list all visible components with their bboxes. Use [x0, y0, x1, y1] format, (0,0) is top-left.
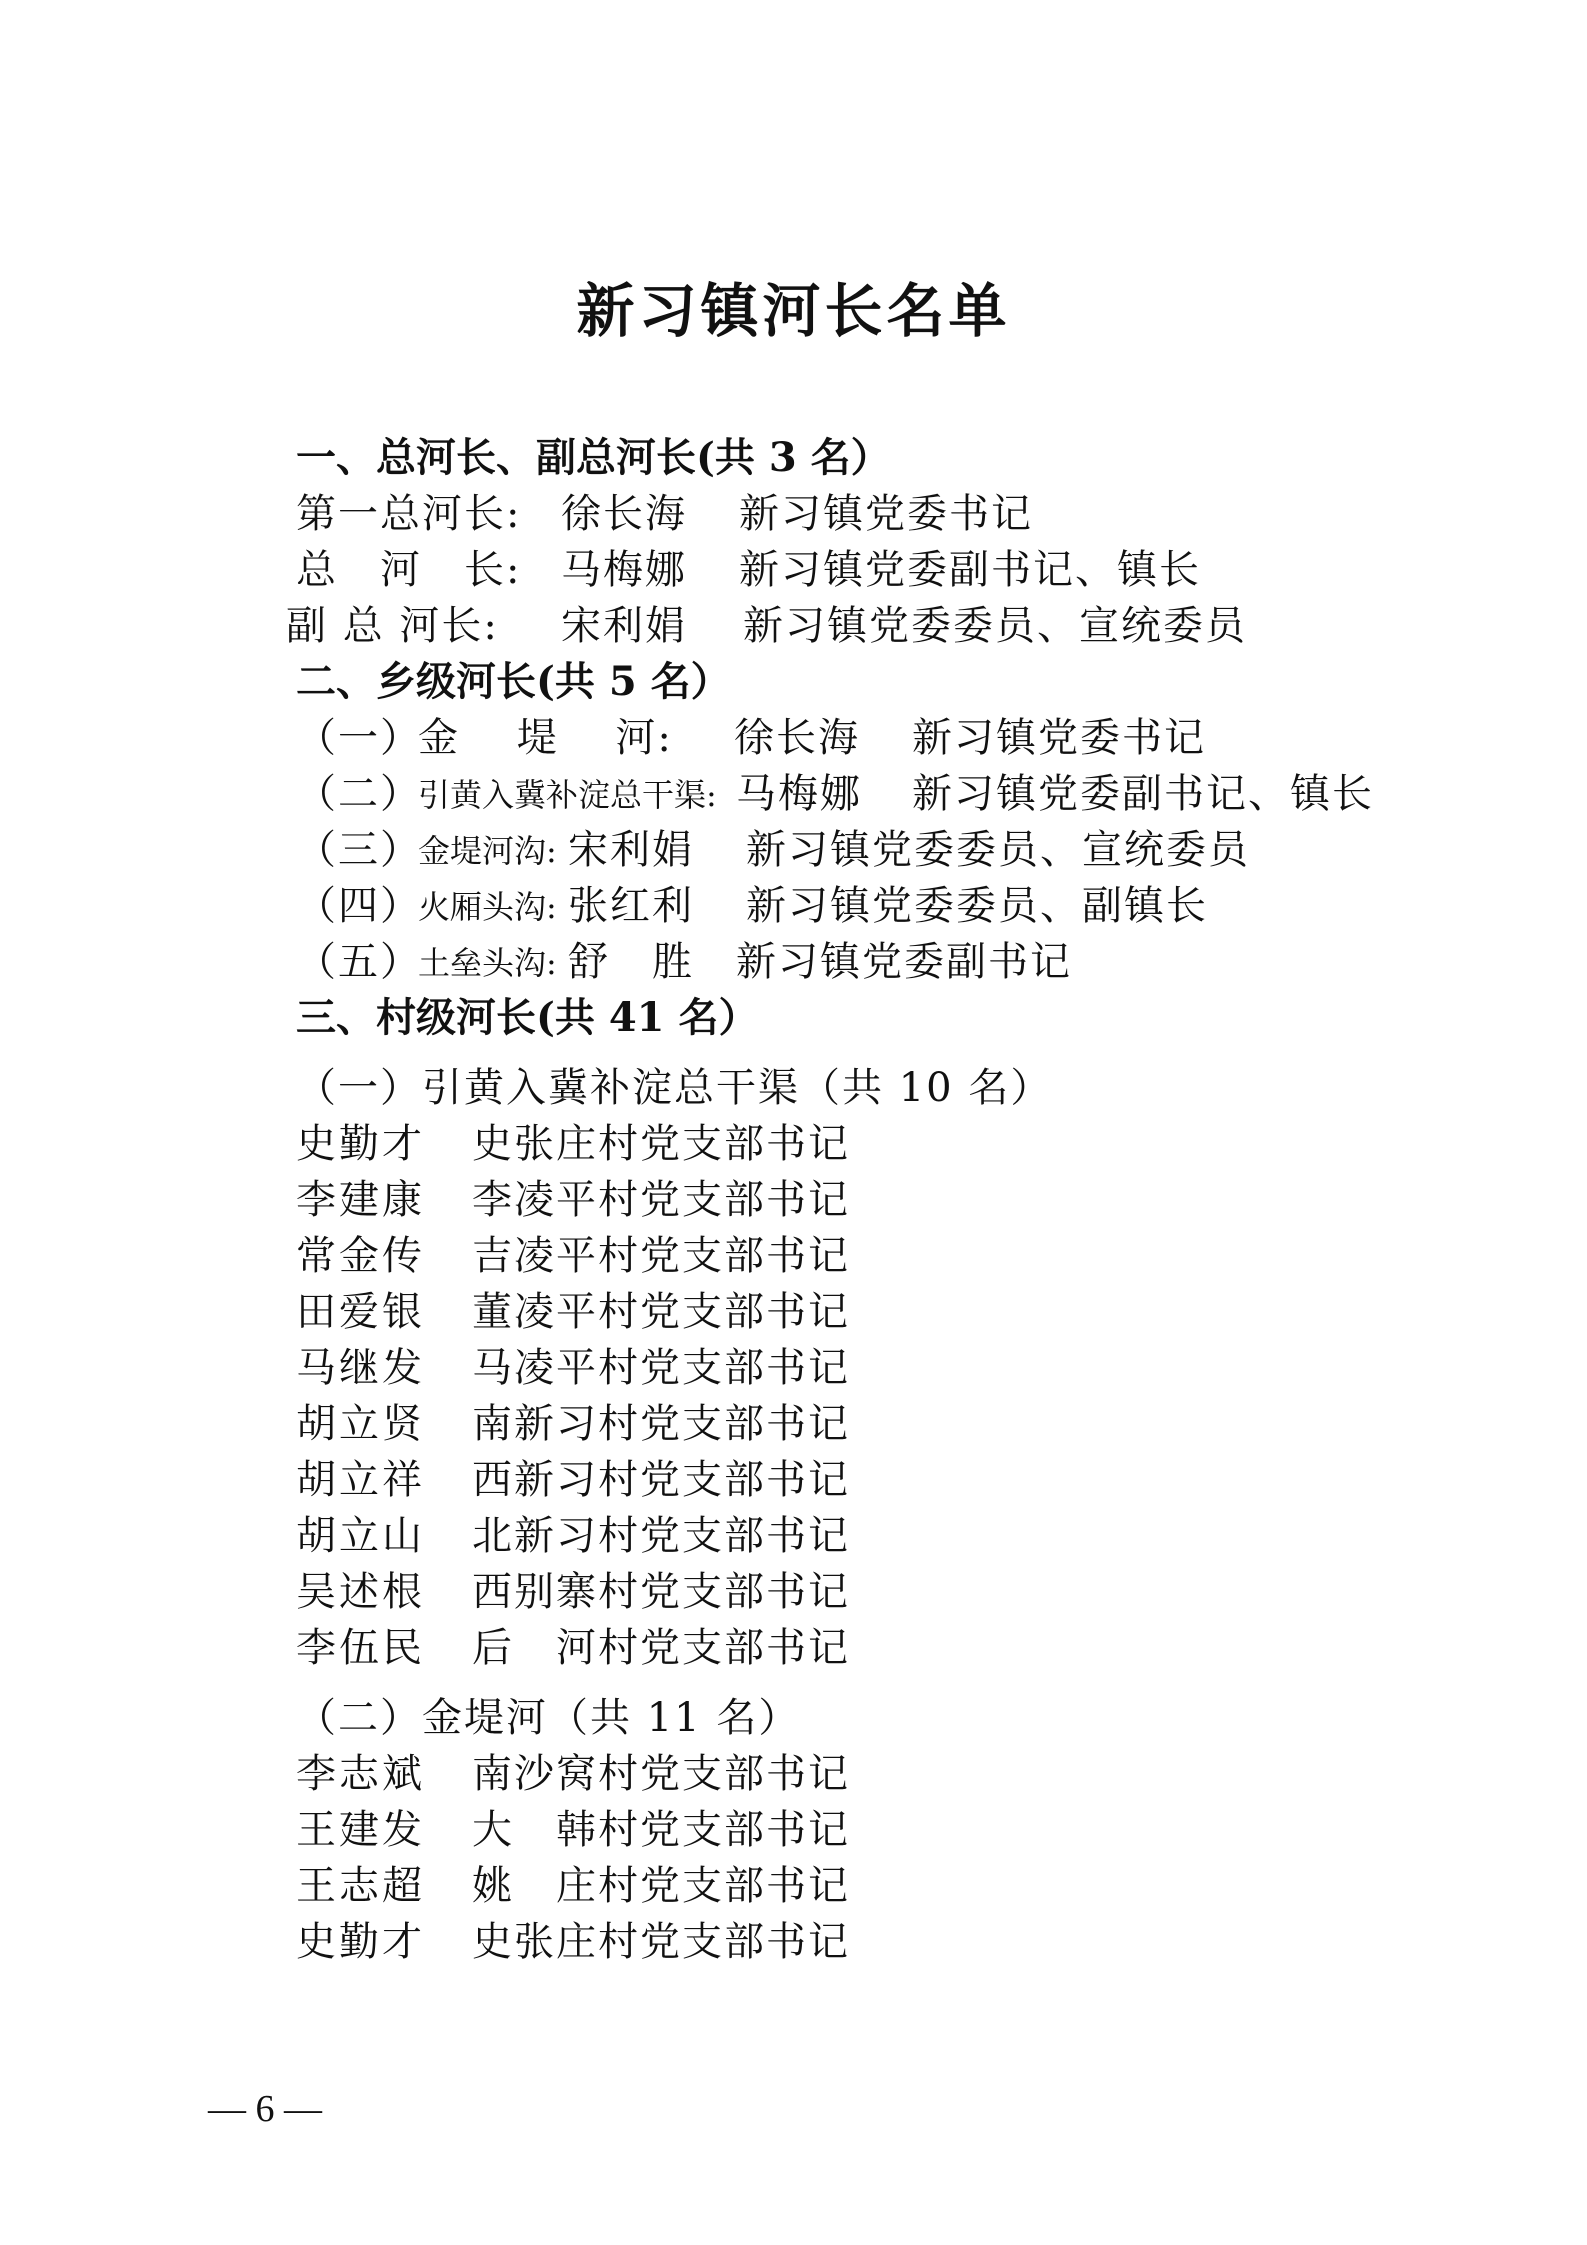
person-name: 徐长海 [561, 491, 687, 537]
person-name: 舒 胜 [568, 939, 694, 985]
person-duty: 新习镇党委副书记 [736, 939, 1072, 985]
person-name: 马梅娜 [561, 547, 687, 593]
person-name: 宋利娟 [561, 603, 687, 649]
role-label: 总 河 长: [296, 547, 522, 593]
village-duty: 西别寨村党支部书记 [472, 1569, 850, 1615]
village-duty: 大 韩村党支部书记 [472, 1807, 850, 1853]
village-duty: 南新习村党支部书记 [472, 1401, 850, 1447]
village-duty: 史张庄村党支部书记 [472, 1121, 850, 1167]
village-row [296, 1858, 1456, 1914]
person-name: 田爱银 [296, 1289, 425, 1335]
village-duty: 马凌平村党支部书记 [472, 1345, 850, 1391]
village-row [296, 1452, 1456, 1508]
person-name: 胡立祥 [296, 1457, 425, 1503]
river-name-wrap [418, 877, 568, 935]
river-name: 金堤河沟: [418, 832, 557, 870]
river-name-wrap [418, 765, 736, 823]
village-row [296, 1340, 1456, 1396]
village-row [296, 1228, 1456, 1284]
village-row [296, 1802, 1456, 1858]
person-name: 胡立山 [296, 1513, 425, 1559]
person-name: 王志超 [296, 1863, 425, 1909]
person-duty: 新习镇党委委员、副镇长 [746, 883, 1208, 929]
person-name: 李志斌 [296, 1751, 425, 1797]
river-row [296, 822, 1456, 878]
chief-row [286, 598, 1456, 654]
river-name: 土垒头沟: [418, 944, 557, 982]
person-name: 张红利 [568, 883, 694, 929]
person-name: 马继发 [296, 1345, 425, 1391]
person-name: 马梅娜 [736, 771, 862, 817]
person-name: 常金传 [296, 1233, 425, 1279]
village-row [296, 1564, 1456, 1620]
river-name-wrap [418, 933, 568, 991]
village-duty: 董凌平村党支部书记 [472, 1289, 850, 1335]
role-label: 副 总 河长: [286, 603, 499, 649]
group-title: （一）引黄入冀补淀总干渠（共 10 名） [296, 1065, 1053, 1111]
person-duty: 新习镇党委书记 [739, 491, 1033, 537]
person-name: 宋利娟 [568, 827, 694, 873]
village-row [296, 1620, 1456, 1676]
group-title: （二）金堤河（共 11 名） [296, 1695, 801, 1741]
river-row [296, 934, 1456, 990]
river-row [296, 878, 1456, 934]
person-name: 王建发 [296, 1807, 425, 1853]
river-row [296, 766, 1456, 822]
chief-row [296, 542, 1456, 598]
person-name: 李伍民 [296, 1625, 425, 1671]
person-duty: 新习镇党委委员、宣统委员 [743, 603, 1247, 649]
river-row [296, 710, 1456, 766]
river-chief-list [286, 430, 1456, 1970]
page-number: — 6 — [208, 2088, 322, 2130]
river-name: 火厢头沟: [418, 888, 557, 926]
village-duty: 西新习村党支部书记 [472, 1457, 850, 1503]
village-duty: 李凌平村党支部书记 [472, 1177, 850, 1223]
person-name: 徐长海 [734, 715, 860, 761]
village-row [296, 1172, 1456, 1228]
river-name: 引黄入冀补淀总干渠: [418, 776, 717, 814]
village-row [296, 1116, 1456, 1172]
river-name: 金 堤 河: [418, 715, 673, 761]
river-number: （二） [296, 771, 422, 817]
village-duty: 吉凌平村党支部书记 [472, 1233, 850, 1279]
village-row [296, 1284, 1456, 1340]
river-number: （三） [296, 827, 422, 873]
village-duty: 后 河村党支部书记 [472, 1625, 850, 1671]
role-label: 第一总河长: [296, 491, 522, 537]
person-name: 胡立贤 [296, 1401, 425, 1447]
section-heading-township-chiefs: 二、乡级河长(共 5 名） [296, 658, 731, 705]
person-name: 吴述根 [296, 1569, 425, 1615]
river-number: （四） [296, 883, 422, 929]
village-row [296, 1746, 1456, 1802]
village-duty: 北新习村党支部书记 [472, 1513, 850, 1559]
person-name: 李建康 [296, 1177, 425, 1223]
person-duty: 新习镇党委书记 [912, 715, 1206, 761]
river-number: （一） [296, 715, 422, 761]
village-duty: 史张庄村党支部书记 [472, 1919, 850, 1965]
river-name-wrap [418, 821, 568, 879]
village-row [296, 1914, 1456, 1970]
person-duty: 新习镇党委副书记、镇长 [912, 771, 1374, 817]
person-name: 史勤才 [296, 1919, 425, 1965]
person-duty: 新习镇党委委员、宣统委员 [746, 827, 1250, 873]
river-number: （五） [296, 939, 422, 985]
person-name: 史勤才 [296, 1121, 425, 1167]
village-duty: 南沙窝村党支部书记 [472, 1751, 850, 1797]
section-heading-county-chiefs: 一、总河长、副总河长(共 3 名） [296, 434, 891, 481]
village-row [296, 1396, 1456, 1452]
village-duty: 姚 庄村党支部书记 [472, 1863, 850, 1909]
person-duty: 新习镇党委副书记、镇长 [739, 547, 1201, 593]
page-title: 新习镇河长名单 [576, 277, 1011, 345]
village-row [296, 1508, 1456, 1564]
chief-row [296, 486, 1456, 542]
section-heading-village-chiefs: 三、村级河长(共 41 名） [296, 994, 759, 1041]
